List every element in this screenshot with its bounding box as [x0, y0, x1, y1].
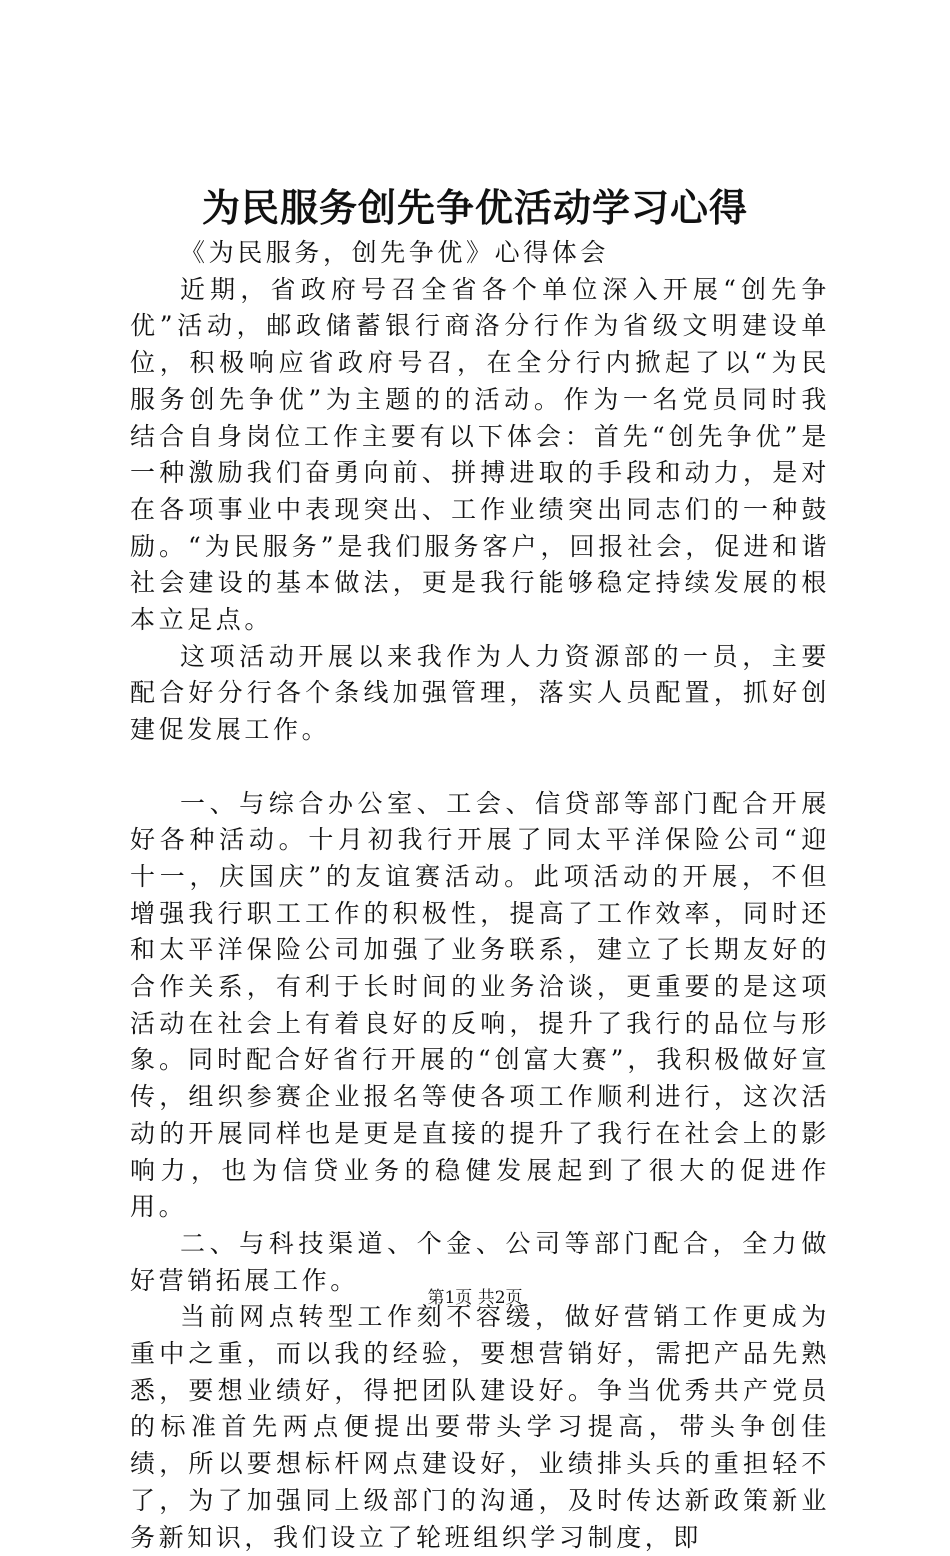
page-footer: 第1页 共2页: [427, 1288, 523, 1308]
body-paragraph: 这项活动开展以来我作为人力资源部的一员，主要配合好分行各个条线加强管理，落实人员配置，抓好创建促发展工作。: [130, 641, 830, 745]
body-paragraph: 当前网点转型工作刻不容缓，做好营销工作更成为重中之重，而以我的经验，要想营销好，需把产品先熟悉，要想业绩好，得把团队建设好。争当优秀共产党员的标准首先两点便提出要带头学习提高，带头争创佳绩，所以要想标杆网点建设好，业绩排头兵的重担轻不了，为了加强同上级部门的沟通，及时传达新政策新业务新知识，我们设立了轮班组织学习制度，即: [130, 1302, 830, 1552]
body-paragraph: 一、与综合办公室、工会、信贷部等部门配合开展好各种活动。十月初我行开展了同太平洋保险公司“迎十一，庆国庆”的友谊赛活动。此项活动的开展，不但增强我行职工工作的积极性，提高了工作效率，同时还和太平洋保险公司加强了业务联系，建立了长期友好的合作关系，有利于长时间的业务洽谈，更重要的是这项活动在社会上有着良好的反响，提升了我行的品位与形象。同时配合好省行开展的“创富大赛”，我积极做好宣传，组织参赛企业报名等使各项工作顺利进行，这次活动的开展同样也是更是直接的提升了我行在社会上的影响力，也为信贷业务的稳健发展起到了很大的促进作用。: [130, 788, 830, 1222]
body-paragraph: 近期，省政府号召全省各个单位深入开展“创先争优”活动，邮政储蓄银行商洛分行作为省级文明建设单位，积极响应省政府号召，在全分行内掀起了以“为民服务创先争优”为主题的的活动。作为一名党员同时我结合自身岗位工作主要有以下体会：首先“创先争优”是一种激励我们奋勇向前、拼搏进取的手段和动力，是对在各项事业中表现突出、工作业绩突出同志们的一种鼓励。“为民服务”是我们服务客户，回报社会，促进和谐社会建设的基本做法，更是我行能够稳定持续发展的根本立足点。: [130, 274, 830, 635]
document-title: 为民服务创先争优活动学习心得: [201, 185, 748, 230]
subtitle-paragraph: 《为民服务，创先争优》心得体会: [180, 238, 610, 267]
document-body: [130, 235, 830, 1556]
body-paragraph: 二、与科技渠道、个金、公司等部门配合，全力做好营销拓展工作。: [130, 1228, 830, 1295]
paragraph-spacer: [130, 749, 830, 786]
